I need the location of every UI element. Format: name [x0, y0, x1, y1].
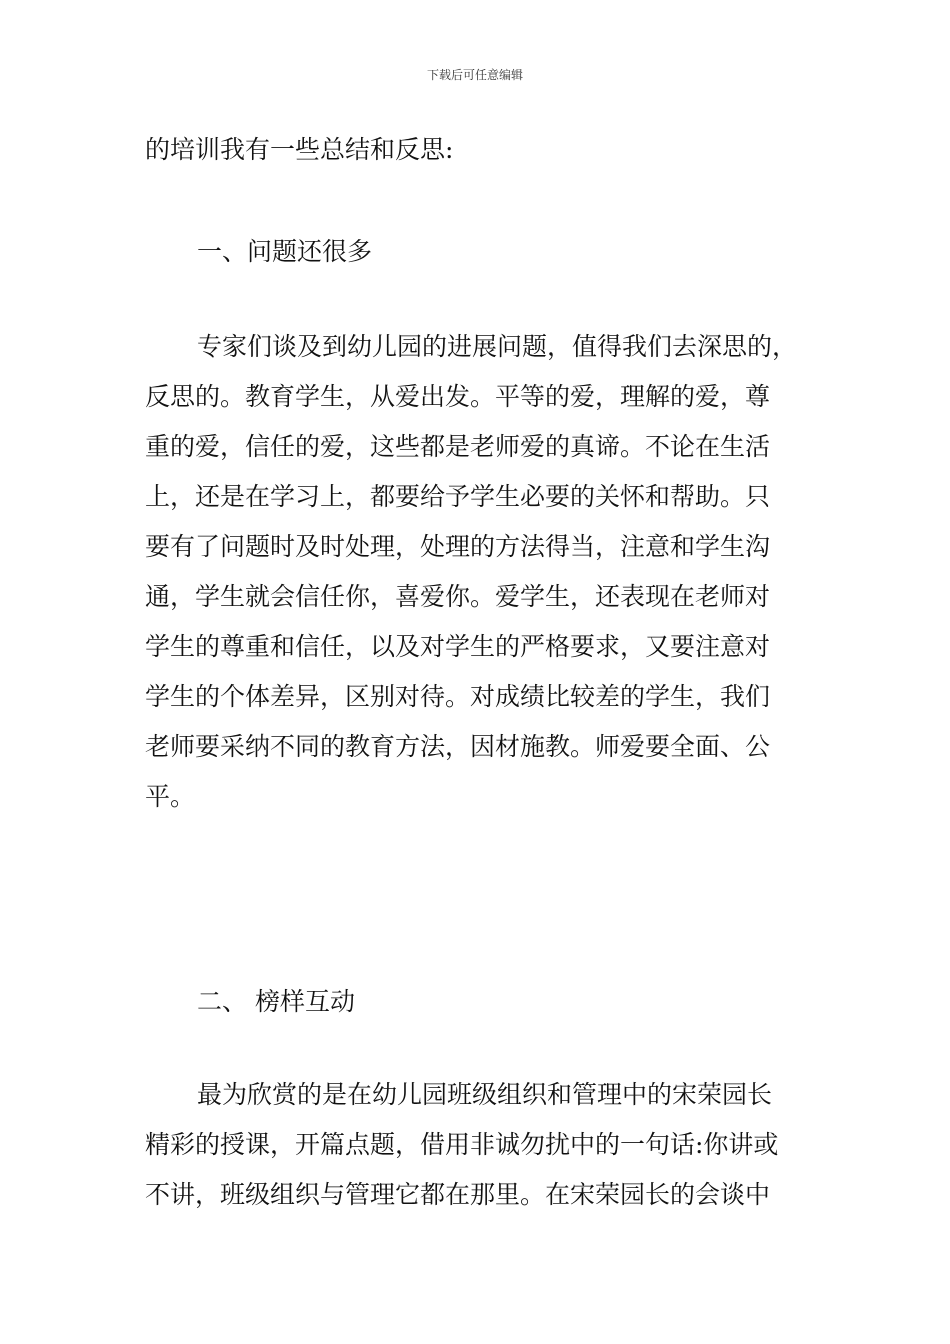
paragraph-line: 学生的尊重和信任，以及对学生的严格要求，又要注意对	[145, 632, 771, 661]
paragraph-line: 通，学生就会信任你，喜爱你。爱学生，还表现在老师对	[145, 582, 771, 611]
paragraph-line: 重的爱，信任的爱，这些都是老师爱的真谛。不论在生活	[145, 432, 771, 461]
section-1-paragraph	[145, 322, 825, 822]
paragraph-line: 平。	[145, 782, 196, 811]
paragraph-line: 上，还是在学习上，都要给予学生必要的关怀和帮助。只	[145, 482, 771, 511]
section-2-paragraph	[145, 1070, 825, 1220]
page-header-note: 下载后可任意编辑	[426, 68, 523, 82]
section-1-heading: 一、问题还很多	[197, 237, 373, 266]
paragraph-line: 专家们谈及到幼儿园的进展问题，值得我们去深思的，	[197, 332, 798, 361]
paragraph-line: 反思的。教育学生，从爱出发。平等的爱，理解的爱，尊	[145, 382, 771, 411]
intro-line: 的培训我有一些总结和反思:	[145, 135, 454, 164]
paragraph-line: 要有了问题时及时处理，处理的方法得当，注意和学生沟	[145, 532, 771, 561]
paragraph-line: 学生的个体差异，区别对待。对成绩比较差的学生，我们	[145, 682, 771, 711]
paragraph-line: 精彩的授课，开篇点题，借用非诚勿扰中的一句话:你讲或	[145, 1130, 779, 1159]
section-2-heading: 二、 榜样互动	[197, 987, 355, 1016]
paragraph-line: 最为欣赏的是在幼儿园班级组织和管理中的宋荣园长	[197, 1080, 773, 1109]
paragraph-line: 老师要采纳不同的教育方法，因材施教。师爱要全面、公	[145, 732, 771, 761]
paragraph-line: 不讲，班级组织与管理它都在那里。在宋荣园长的会谈中	[145, 1180, 771, 1209]
